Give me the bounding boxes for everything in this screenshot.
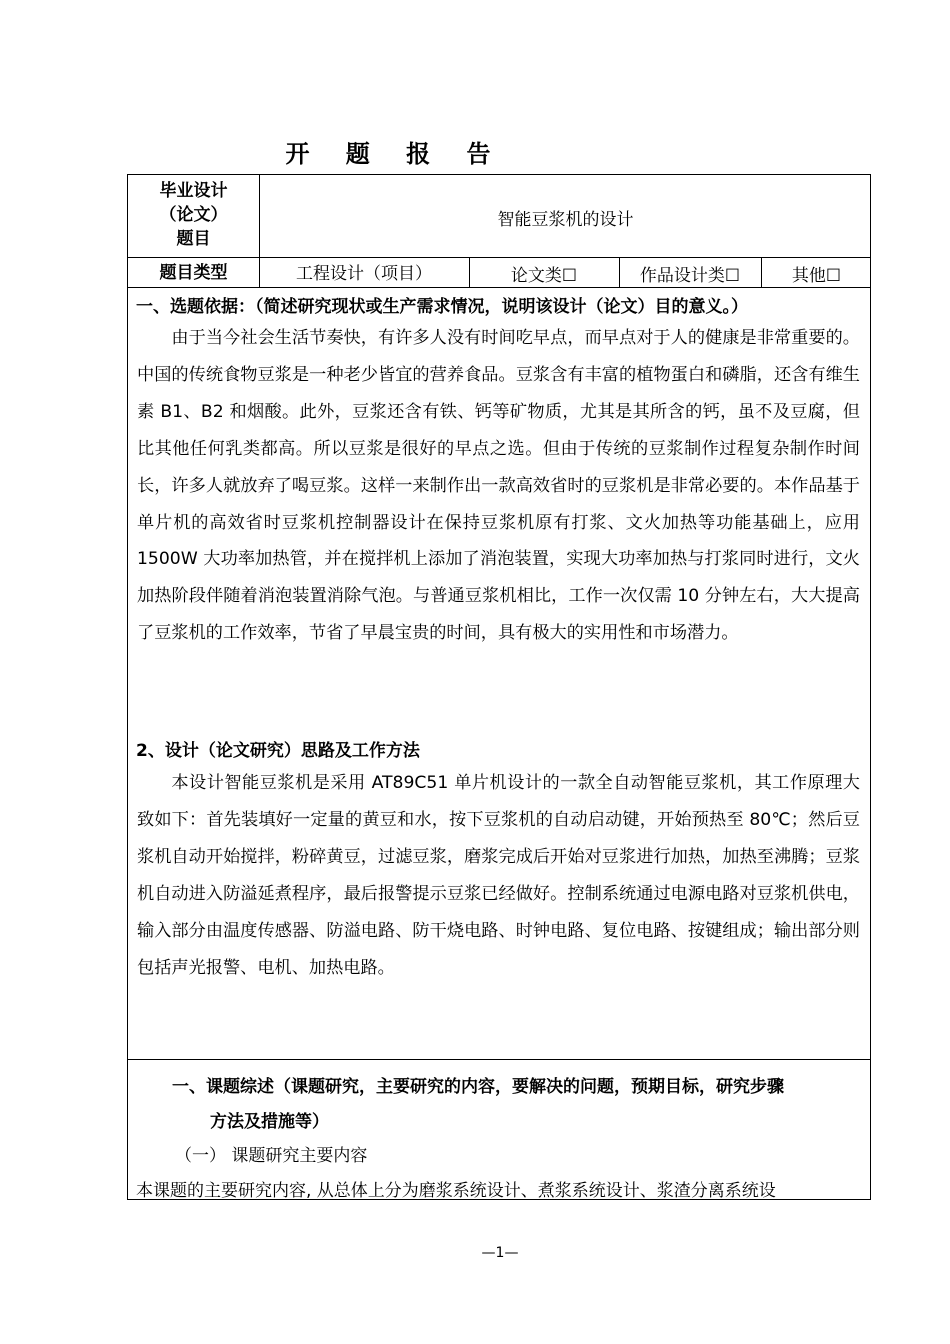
section2-heading: 2、设计（论文研究）思路及工作方法 [136, 741, 420, 761]
section1-heading: 一、选题依据：（简述研究现状或生产需求情况，说明该设计（论文）目的意义。） [136, 297, 748, 317]
type-label: 题目类型 [159, 263, 228, 283]
topic-label-line: （论文） [159, 205, 228, 225]
type-option-thesis: 论文类☐ [510, 266, 578, 286]
page-title: 开 题 报 告 [285, 140, 505, 168]
topic-label-line: 题目 [176, 229, 211, 249]
row-divider [128, 287, 870, 288]
section3-heading-cont: 方法及措施等） [210, 1112, 329, 1132]
topic-label-line: 毕业设计 [159, 181, 228, 201]
proposal-form [127, 174, 871, 1200]
topic-value: 智能豆浆机的设计 [497, 210, 634, 230]
type-option-engineering: 工程设计（项目） [296, 264, 432, 284]
row-divider [128, 257, 870, 258]
row-divider [128, 1059, 870, 1060]
section2-body: 本设计智能豆浆机是采用 AT89C51 单片机设计的一款全自动智能豆浆机，其工作原理大致如下：首先装填好一定量的黄豆和水，按下豆浆机的自动启动键，开始预热至 80℃；然后豆浆机自动开始搅拌，粉碎黄豆，过滤豆浆，磨浆完成后开始对豆浆进行加热，加热至沸腾；豆浆机自动进入防溢延煮程序，最后报警提示豆浆已经做好。控制系统通过电源电路对豆浆机供电，输入部分由温度传感器、防溢电路、防干烧电路、时钟电路、复位电路、按键组成；输出部分则包括声光报警、电机、加热电路。 [137, 773, 860, 978]
type-option-work: 作品设计类☐ [639, 266, 741, 286]
topic-label [128, 179, 259, 251]
section3-body: 本课题的主要研究内容, 从总体上分为磨浆系统设计、煮浆系统设计、浆渣分离系统设 [136, 1181, 776, 1201]
section3-subheading: （一） 课题研究主要内容 [175, 1146, 368, 1166]
page-number: —1— [481, 1245, 519, 1261]
section1-body: 由于当今社会生活节奏快，有许多人没有时间吃早点，而早点对于人的健康是非常重要的。中国的传统食物豆浆是一种老少皆宜的营养食品。豆浆含有丰富的植物蛋白和磷脂，还含有维生素 B1、B2 和烟酸。此外，豆浆还含有铁、钙等矿物质，尤其是其所含的钙，虽不及豆腐，但比其他任何乳类都高。所以豆浆是很好的早点之选。但由于传统的豆浆制作过程复杂制作时间长，许多人就放弃了喝豆浆。这样一来制作出一款高效省时的豆浆机是非常必要的。本作品基于单片机的高效省时豆浆机控制器设计在保持豆浆机原有打浆、文火加热等功能基础上，应用 1500W 大功率加热管，并在搅拌机上添加了消泡装置，实现大功率加热与打浆同时进行，文火加热阶段伴随着消泡装置消除气泡。与普通豆浆机相比，工作一次仅需 10 分钟左右，大大提高了豆浆机的工作效率，节省了早晨宝贵的时间，具有极大的实用性和市场潜力。 [137, 328, 860, 644]
section3-heading: 一、课题综述（课题研究，主要研究的内容，要解决的问题，预期目标，研究步骤 [172, 1077, 784, 1097]
type-option-other: 其他☐ [791, 266, 842, 286]
